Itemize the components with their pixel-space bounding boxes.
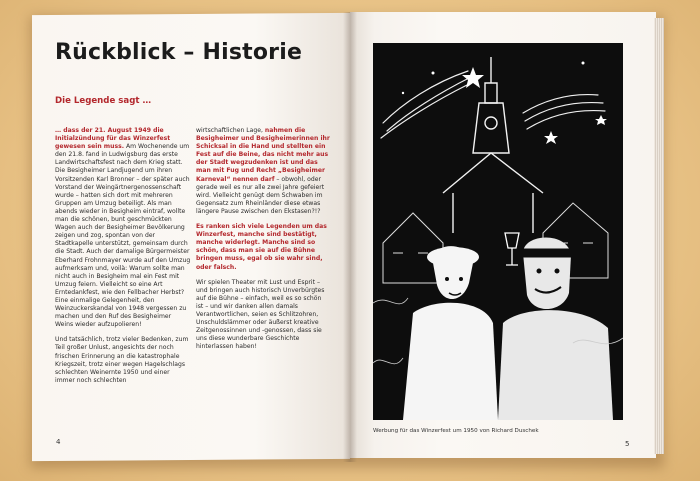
page-number-right: 5 xyxy=(625,440,630,448)
paragraph: Und tatsächlich, trotz vieler Bedenken, zum Teil großer Unlust, angesichts der noch frischen Erinnerung an die katastrophale Kriegszeit, trotz einer wegen Hagelschlags schlechten Weinernte 1950 und einer immer noch schlechten xyxy=(55,336,189,384)
paragraph xyxy=(55,127,191,329)
highlight-text: nahmen die Besigheimer und Besigheimerinnen ihr Schicksal in die Hand und stellten ein Fest auf die Beine, das nicht mehr aus der Stadt wegzudenken ist und das man mit Fug und Recht „Besigheimer Karneval“ nennen darf xyxy=(196,127,330,183)
body-text: Am Wochenende um den 21.8. fand in Ludwigsburg das erste Landwirtschaftsfest nach dem Krieg statt. Die Besigheimer Landjugend um ihren Vorsitzenden Karl Bronner – der später auch Vorstand der Weingärtnergenossenschaft wurde – hatten sich dort mit mehreren Gruppen am Umzug beteiligt. Als man abends wieder in Besigheim eintraf, wollte man die schönen, bunt geschmückten Wagen auch der Besigheimer Bevölkerung zeigen und zog, spontan von der Stadtkapelle unterstützt, gemeinsam durch die Stadt. Auch der damalige Bürgermeister Eberhard Frohnmayer wurde auf den Umzug aufmerksam und, voilà: Warum sollte man nicht auch in Besigheim mal ein Fest mit Umzug feiern. Vielleicht so eine Art Erntedankfest, wie den Fellbacher Herbst? Eine einmalige Gelegenheit, den Weinzuckerskandal von 1948 vergessen zu machen und den Ruf des Besigheimer Weins wieder aufzupolieren! xyxy=(55,143,191,329)
section-heading: Die Legende sagt … xyxy=(55,96,152,106)
page-edges xyxy=(654,18,664,454)
page-title: Rückblick – Historie xyxy=(55,40,303,65)
highlight-text: … dass der 21. August 1949 die Initialzündung für das Winzerfest gewesen sein muss. xyxy=(55,127,171,151)
text-column-2 xyxy=(196,127,330,358)
image-caption: Werbung für das Winzerfest um 1950 von Richard Duschek xyxy=(373,428,539,434)
body-text: – obwohl, oder gerade weil es nur alle zwei Jahre gefeiert wird. Vielleicht genügt dem Schwaben im Gegensatz zum Rheinländer diese etwas längere Pause zwischen den Ekstasen?!? xyxy=(196,175,325,215)
book-gutter xyxy=(343,12,357,462)
paragraph: Wir spielen Theater mit Lust und Esprit – und bringen auch historisch Unverbürgtes auf die Bühne – einfach, weil es so schön ist – und wir danken allen damals Verantwortlichen, seien es Schlitzohren, Unschuldslämmer oder äußerst kreative Zeitgenossinnen und -genossen, dass sie uns diese wunderbare Geschichte hinterlassen haben! xyxy=(196,278,325,351)
paragraph xyxy=(196,127,330,216)
illustration-winzerfest xyxy=(373,43,623,420)
highlight-paragraph: Es ranken sich viele Legenden um das Winzerfest, manche sind bestätigt, manche widerlegt. Manche sind so schön, dass man sie auf die Bühne bringen muss, egal ob sie wahr sind, oder falsch. xyxy=(196,223,327,271)
page-number-left: 4 xyxy=(56,438,61,446)
body-text: wirtschaftlichen Lage, xyxy=(196,127,263,134)
ink-drawing xyxy=(373,43,623,420)
text-column-1 xyxy=(55,127,191,392)
